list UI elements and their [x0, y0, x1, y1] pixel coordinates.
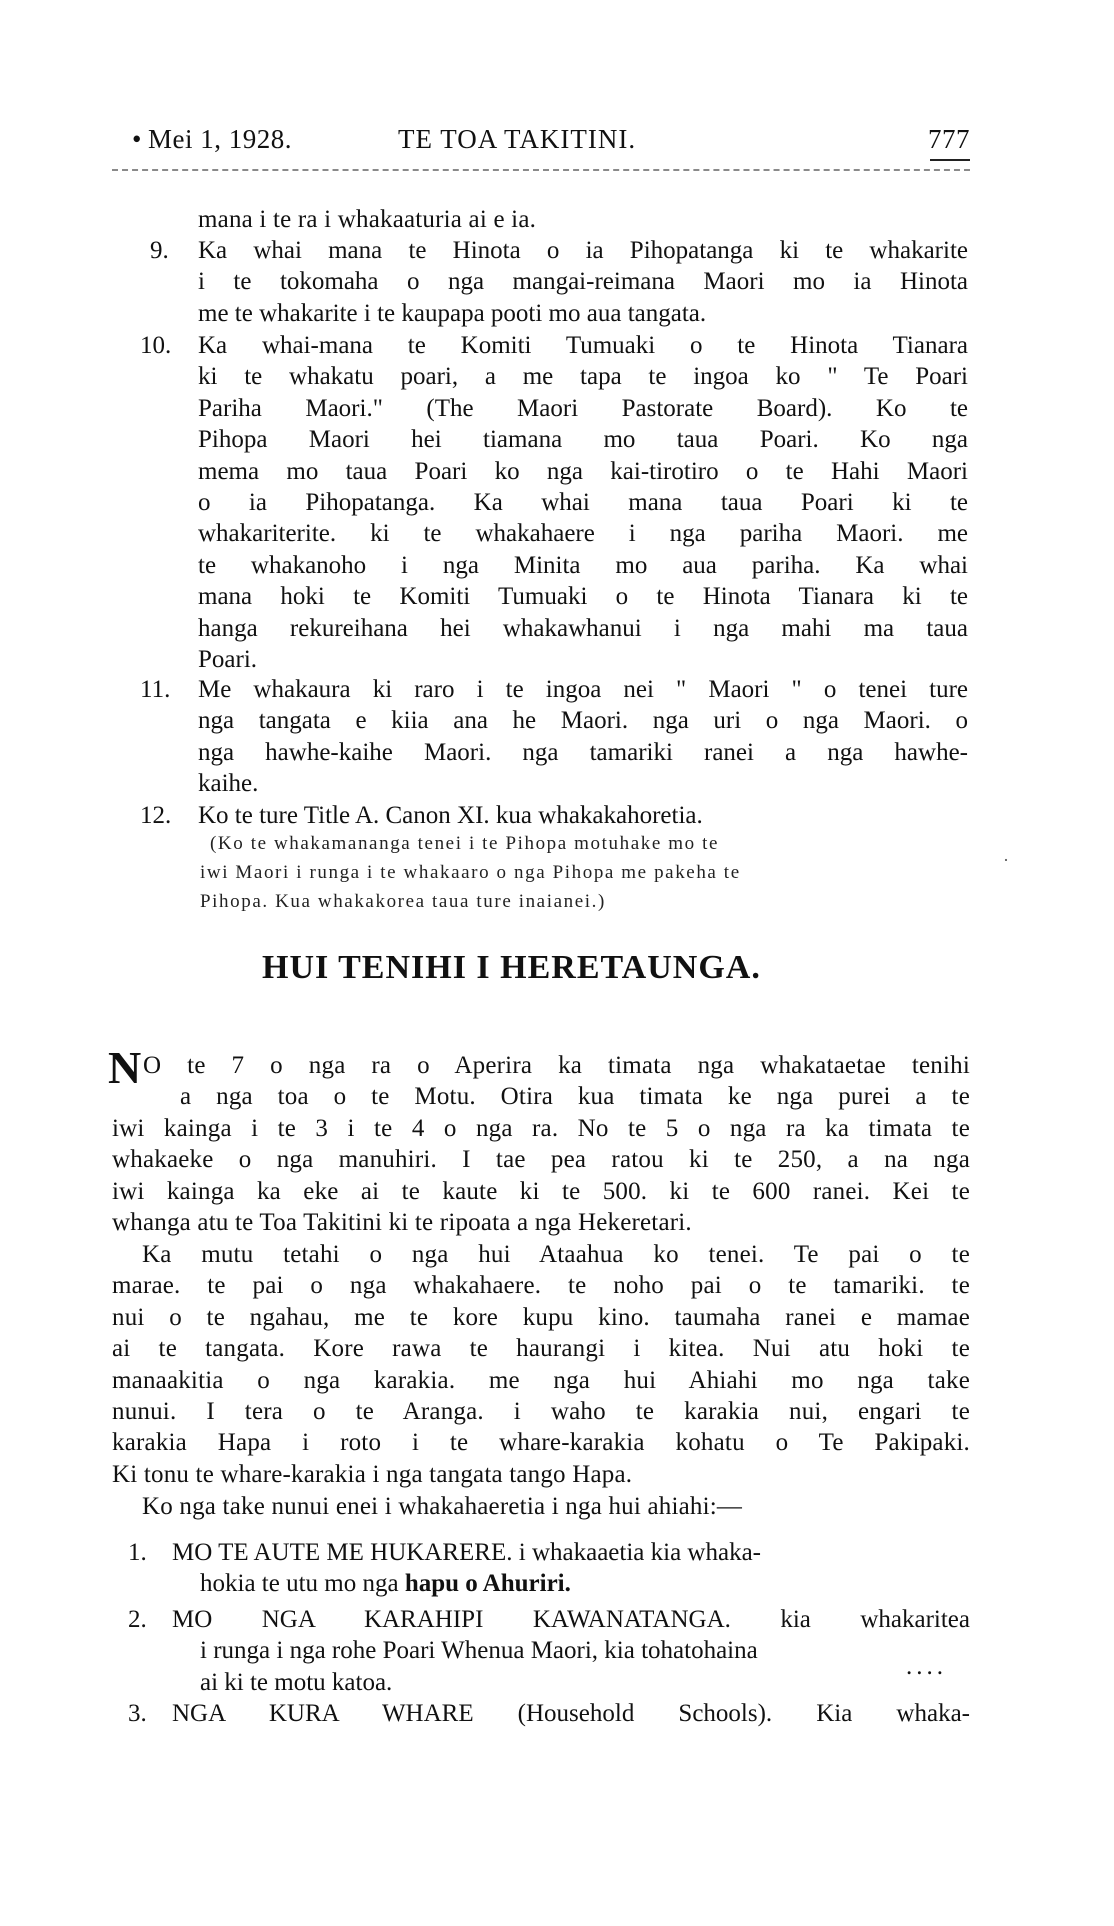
- stray-mark: ·: [1003, 850, 1009, 870]
- header-title: TE TOA TAKITINI.: [398, 124, 637, 154]
- text-line: whakaeke o nga manuhiri. I tae pea ratou ki te 250, a na nga: [112, 1146, 970, 1174]
- text-line: ai ki te motu katoa.: [200, 1668, 393, 1696]
- item-text: [172, 1537, 970, 1600]
- text-line: ai te tangata. Kore rawa te haurangi i kitea. Nui atu hoki te: [112, 1335, 970, 1363]
- page-number-underline: [930, 159, 970, 161]
- text-line: i te tokomaha o nga mangai-reimana Maori mo ia Hinota: [198, 268, 968, 296]
- text-line: te whakanoho i nga Minita mo aua pariha. Ka whai: [198, 551, 968, 579]
- intro-line: mana i te ra i whakaaturia ai e ia.: [198, 206, 537, 233]
- text-line: mana hoki te Komiti Tumuaki o te Hinota Tianara ki te: [198, 583, 968, 611]
- text-line: Ka whai mana te Hinota o ia Pihopatanga ki te whakarite: [198, 237, 968, 264]
- text-line: Pihopa Maori hei tiamana mo taua Poari. Ko nga: [198, 426, 968, 454]
- text-line: mema mo taua Poari ko nga kai-tirotiro o te Hahi Maori: [198, 457, 968, 485]
- running-header: [132, 124, 970, 164]
- text-line: Ka mutu tetahi o nga hui Ataahua ko tenei. Te pai o te: [142, 1241, 970, 1268]
- paragraph: [112, 1113, 970, 1239]
- text-line: whakariterite. ki te whakahaere i nga pariha Maori. me: [198, 520, 968, 548]
- note-line: Pihopa. Kua whakakorea taua ture inaianei.): [200, 891, 606, 912]
- text-line: Ko te ture Title A. Canon XI. kua whakakahoretia.: [198, 802, 703, 829]
- section-heading: HUI TENIHI I HERETAUNGA.: [262, 949, 761, 986]
- item-number: 1.: [128, 1539, 147, 1566]
- text-line: MO TE AUTE ME HUKARERE. i whakaaetia kia whaka-: [172, 1539, 761, 1566]
- note-line: iwi Maori i runga i te whakaaro o nga Pihopa me pakeha te: [200, 862, 741, 883]
- text-line: kaihe.: [198, 770, 259, 798]
- item-text: [198, 800, 968, 831]
- header-rule: [112, 169, 970, 171]
- text-line: i runga i nga rohe Poari Whenua Maori, kia tohatohaina: [200, 1637, 758, 1665]
- text-line: o ia Pihopatanga. Ka whai mana taua Poari ki te: [198, 488, 968, 516]
- text-line: whanga atu te Toa Takitini ki te ripoata a nga Hekeretari.: [112, 1209, 692, 1237]
- note-line: (Ko te whakamananga tenei i te Pihopa motuhake mo te: [210, 833, 719, 854]
- text-line: iwi kainga i te 3 i te 4 o nga ra. No te 5 o nga ra ka timata te: [112, 1115, 970, 1142]
- text-line: Pariha Maori." (The Maori Pastorate Board). Ko te: [198, 394, 968, 422]
- text-line: Me whakaura ki raro i te ingoa nei " Maori " o tenei ture: [198, 676, 968, 703]
- text-line: manaakitia o nga karakia. me nga hui Ahiahi mo nga take: [112, 1366, 970, 1394]
- text-fragment: hokia te utu mo nga: [200, 1570, 405, 1598]
- item-number: 12.: [140, 802, 172, 829]
- text-line: me te whakarite i te kaupapa pooti mo aua tangata.: [198, 299, 707, 327]
- header-date: Mei 1, 1928.: [148, 124, 292, 154]
- item-number: 3.: [128, 1700, 147, 1727]
- text-line: ki te whakatu poari, a me tapa te ingoa ko " Te Poari: [198, 363, 968, 391]
- text-line: iwi kainga ka eke ai te kaute ki te 500. ki te 600 ranei. Kei te: [112, 1177, 970, 1205]
- text-line: marae. te pai o nga whakahaere. te noho pai o te tamariki. te: [112, 1272, 970, 1300]
- paragraph: [140, 1050, 970, 1113]
- text-line: Ko nga take nunui enei i whakahaeretia i nga hui ahiahi:—: [142, 1493, 743, 1520]
- text-line: nga tangata e kiia ana he Maori. nga uri o nga Maori. o: [198, 707, 968, 735]
- item-text: [172, 1698, 970, 1729]
- text-line: Poari.: [198, 645, 258, 673]
- paragraph: [112, 1239, 970, 1490]
- drop-cap: N: [108, 1042, 142, 1093]
- item-text: [172, 1604, 970, 1698]
- text-line: karakia Hapa i roto i te whare-karakia kohatu o Te Pakipaki.: [112, 1429, 970, 1457]
- item-text: [198, 235, 968, 329]
- text-line: a nga toa o te Motu. Otira kua timata ke nga purei a te: [180, 1083, 970, 1111]
- text-line: nunui. I tera o te Aranga. i waho te karakia nui, engari te: [112, 1397, 970, 1425]
- text-fragment-bold: hapu o Ahuriri.: [404, 1570, 571, 1598]
- header-page-number: 777: [928, 124, 970, 154]
- text-line: Ka whai-mana te Komiti Tumuaki o te Hinota Tianara: [198, 332, 968, 359]
- text-line: [172, 1568, 970, 1599]
- text-line: O te 7 o nga ra o Aperira ka timata nga whakataetae tenihi: [143, 1052, 970, 1079]
- item-number: 10.: [140, 332, 172, 359]
- text-line: MO NGA KARAHIPI KAWANATANGA. kia whakaritea: [172, 1606, 970, 1633]
- item-number: 9.: [150, 237, 169, 264]
- ellipsis-dots: ....: [906, 1653, 947, 1680]
- item-number: 11.: [140, 676, 171, 703]
- item-text: [198, 330, 968, 675]
- paragraph: [142, 1491, 970, 1522]
- header-bullet: •: [132, 124, 142, 154]
- text-line: NGA KURA WHARE (Household Schools). Kia whaka-: [172, 1700, 970, 1727]
- text-line: Ki tonu te whare-karakia i nga tangata tango Hapa.: [112, 1460, 633, 1488]
- text-line: nga hawhe-kaihe Maori. nga tamariki ranei a nga hawhe-: [198, 738, 968, 766]
- text-line: nui o te ngahau, me te kore kupu kino. taumaha ranei e mamae: [112, 1303, 970, 1331]
- text-line: hanga rekureihana hei whakawhanui i nga mahi ma taua: [198, 614, 968, 642]
- item-number: 2.: [128, 1606, 147, 1633]
- item-text: [198, 674, 968, 800]
- parenthetical-note: [200, 829, 970, 916]
